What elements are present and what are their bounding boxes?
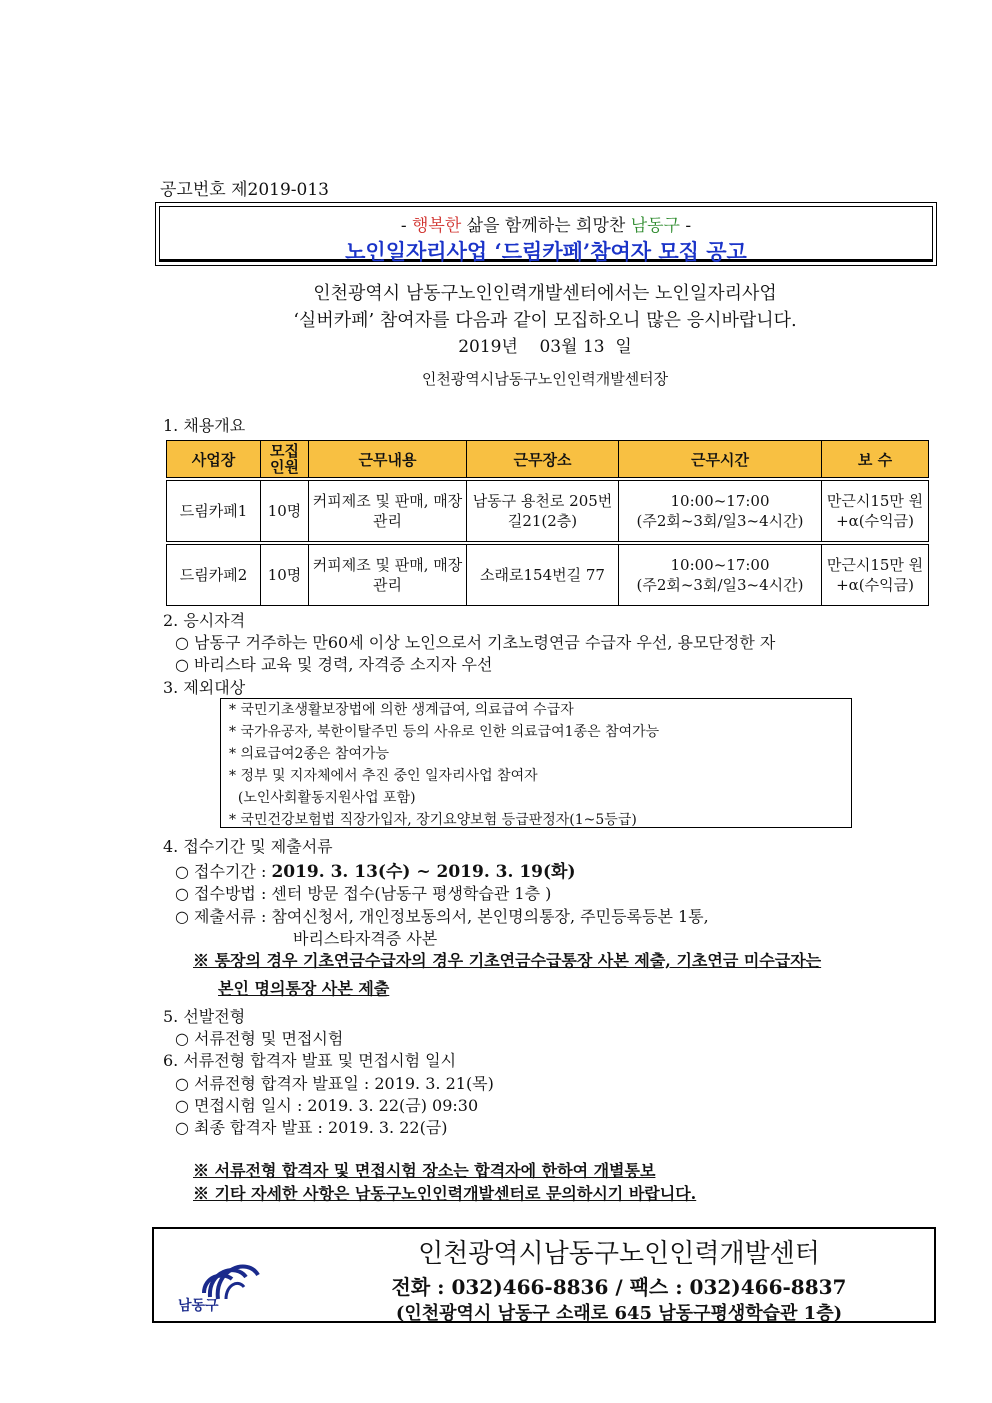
list-item: (노인사회활동지원사업 포함) (229, 790, 416, 806)
section-5-title: 5. 선발전형 (163, 1007, 246, 1026)
footer-contact: 전화 : 032)466-8836 / 팩스 : 032)466-8837 (391, 1275, 847, 1299)
note: ※ 서류전형 합격자 및 면접시험 장소는 합격자에 한하여 개별통보 (193, 1161, 656, 1180)
list-item: * 의료급여2종은 참여가능 (229, 746, 390, 762)
notice-number: 공고번호 제2019-013 (160, 180, 329, 200)
list-item: * 국민기초생활보장법에 의한 생계급여, 의료급여 수급자 (229, 702, 574, 718)
intro-line-2: ‘실버카페’ 참여자를 다음과 같이 모집하오니 많은 응시바랍니다. (293, 310, 797, 331)
table-header: 근무시간 (619, 441, 822, 478)
cell-work: 커피제조 및 판매, 매장관리 (309, 545, 467, 606)
list-item: ○ 면접시험 일시 : 2019. 3. 22(금) 09:30 (175, 1096, 479, 1115)
list-item: ○ 접수방법 : 센터 방문 접수(남동구 평생학습관 1층 ) (175, 884, 552, 903)
table-row (167, 481, 929, 542)
cell-time: 10:00~17:00 (주2회~3회/일3~4시간) (619, 481, 822, 542)
logo-text: 남동구 (178, 1298, 219, 1314)
cell-count: 10명 (261, 481, 309, 542)
title-box (155, 202, 937, 266)
table-header-row (167, 441, 929, 478)
list-item: * 국민건강보험법 직장가입자, 장기요양보험 등급판정자(1~5등급) (229, 812, 637, 828)
cell-pay: 만근시15만 원 +α(수익금) (822, 545, 929, 606)
footer-org-name: 인천광역시남동구노인인력개발센터 (418, 1239, 820, 1269)
list-item: * 정부 및 지자체에서 추진 중인 일자리사업 참여자 (229, 768, 538, 784)
footer-box (152, 1227, 936, 1323)
list-item: ○ 서류전형 합격자 발표일 : 2019. 3. 21(목) (175, 1074, 494, 1093)
table-header: 모집 인원 (261, 441, 309, 478)
note: ※ 기타 자세한 사항은 남동구노인인력개발센터로 문의하시기 바랍니다. (193, 1184, 697, 1203)
exclusion-box (220, 698, 852, 828)
list-item: ○ 최종 합격자 발표 : 2019. 3. 22(금) (175, 1118, 448, 1137)
table-header: 보 수 (822, 441, 929, 478)
cell-location: 소래로154번길 77 (467, 545, 619, 606)
cell-location: 남동구 용천로 205번길21(2층) (467, 481, 619, 542)
signer: 인천광역시남동구노인인력개발센터장 (421, 370, 669, 388)
section-6-title: 6. 서류전형 합격자 발표 및 면접시험 일시 (163, 1051, 457, 1070)
table-header: 사업장 (167, 441, 261, 478)
page-title: 노인일자리사업 ‘드림카페’참여자 모집 공고 (345, 239, 747, 264)
cell-work: 커피제조 및 판매, 매장관리 (309, 481, 467, 542)
cell-count: 10명 (261, 545, 309, 606)
intro-line-1: 인천광역시 남동구노인인력개발센터에서는 노인일자리사업 (313, 283, 777, 304)
notice-date: 2019년 03월 13 일 (458, 337, 632, 357)
table-header: 근무장소 (467, 441, 619, 478)
list-item: 바리스타자격증 사본 (293, 929, 438, 948)
cell-time: 10:00~17:00 (주2회~3회/일3~4시간) (619, 545, 822, 606)
cell-place: 드림카페2 (167, 545, 261, 606)
section-4-title: 4. 접수기간 및 제출서류 (163, 837, 333, 856)
slogan: - 행복한 삶을 함께하는 희망찬 남동구 - (400, 216, 692, 236)
document-note: ※ 통장의 경우 기초연금수급자의 경우 기초연금수급통장 사본 제출, 기초연금 미수급자는 (193, 951, 822, 970)
document-note: 본인 명의통장 사본 제출 (218, 979, 390, 998)
footer-address: (인천광역시 남동구 소래로 645 남동구평생학습관 1층) (395, 1303, 843, 1324)
table-row (167, 545, 929, 606)
list-item: ○ 제출서류 : 참여신청서, 개인정보동의서, 본인명의통장, 주민등록등본 1통, (175, 907, 709, 926)
list-item: ○ 서류전형 및 면접시험 (175, 1029, 344, 1048)
cell-place: 드림카페1 (167, 481, 261, 542)
list-item: ○ 접수기간 : 2019. 3. 13(수) ~ 2019. 3. 19(화) (175, 862, 576, 882)
list-item: ○ 바리스타 교육 및 경력, 자격증 소지자 우선 (175, 655, 493, 674)
list-item: * 국가유공자, 북한이탈주민 등의 사유로 인한 의료급여1종은 참여가능 (229, 724, 660, 740)
table-header: 근무내용 (309, 441, 467, 478)
section-1-title: 1. 채용개요 (163, 416, 246, 435)
cell-pay: 만근시15만 원 +α(수익금) (822, 481, 929, 542)
section-3-title: 3. 제외대상 (163, 678, 246, 697)
section-2-title: 2. 응시자격 (163, 611, 246, 630)
list-item: ○ 남동구 거주하는 만60세 이상 노인으로서 기초노령연금 수급자 우선, 용모단정한 자 (175, 633, 776, 652)
recruitment-table (166, 440, 929, 606)
